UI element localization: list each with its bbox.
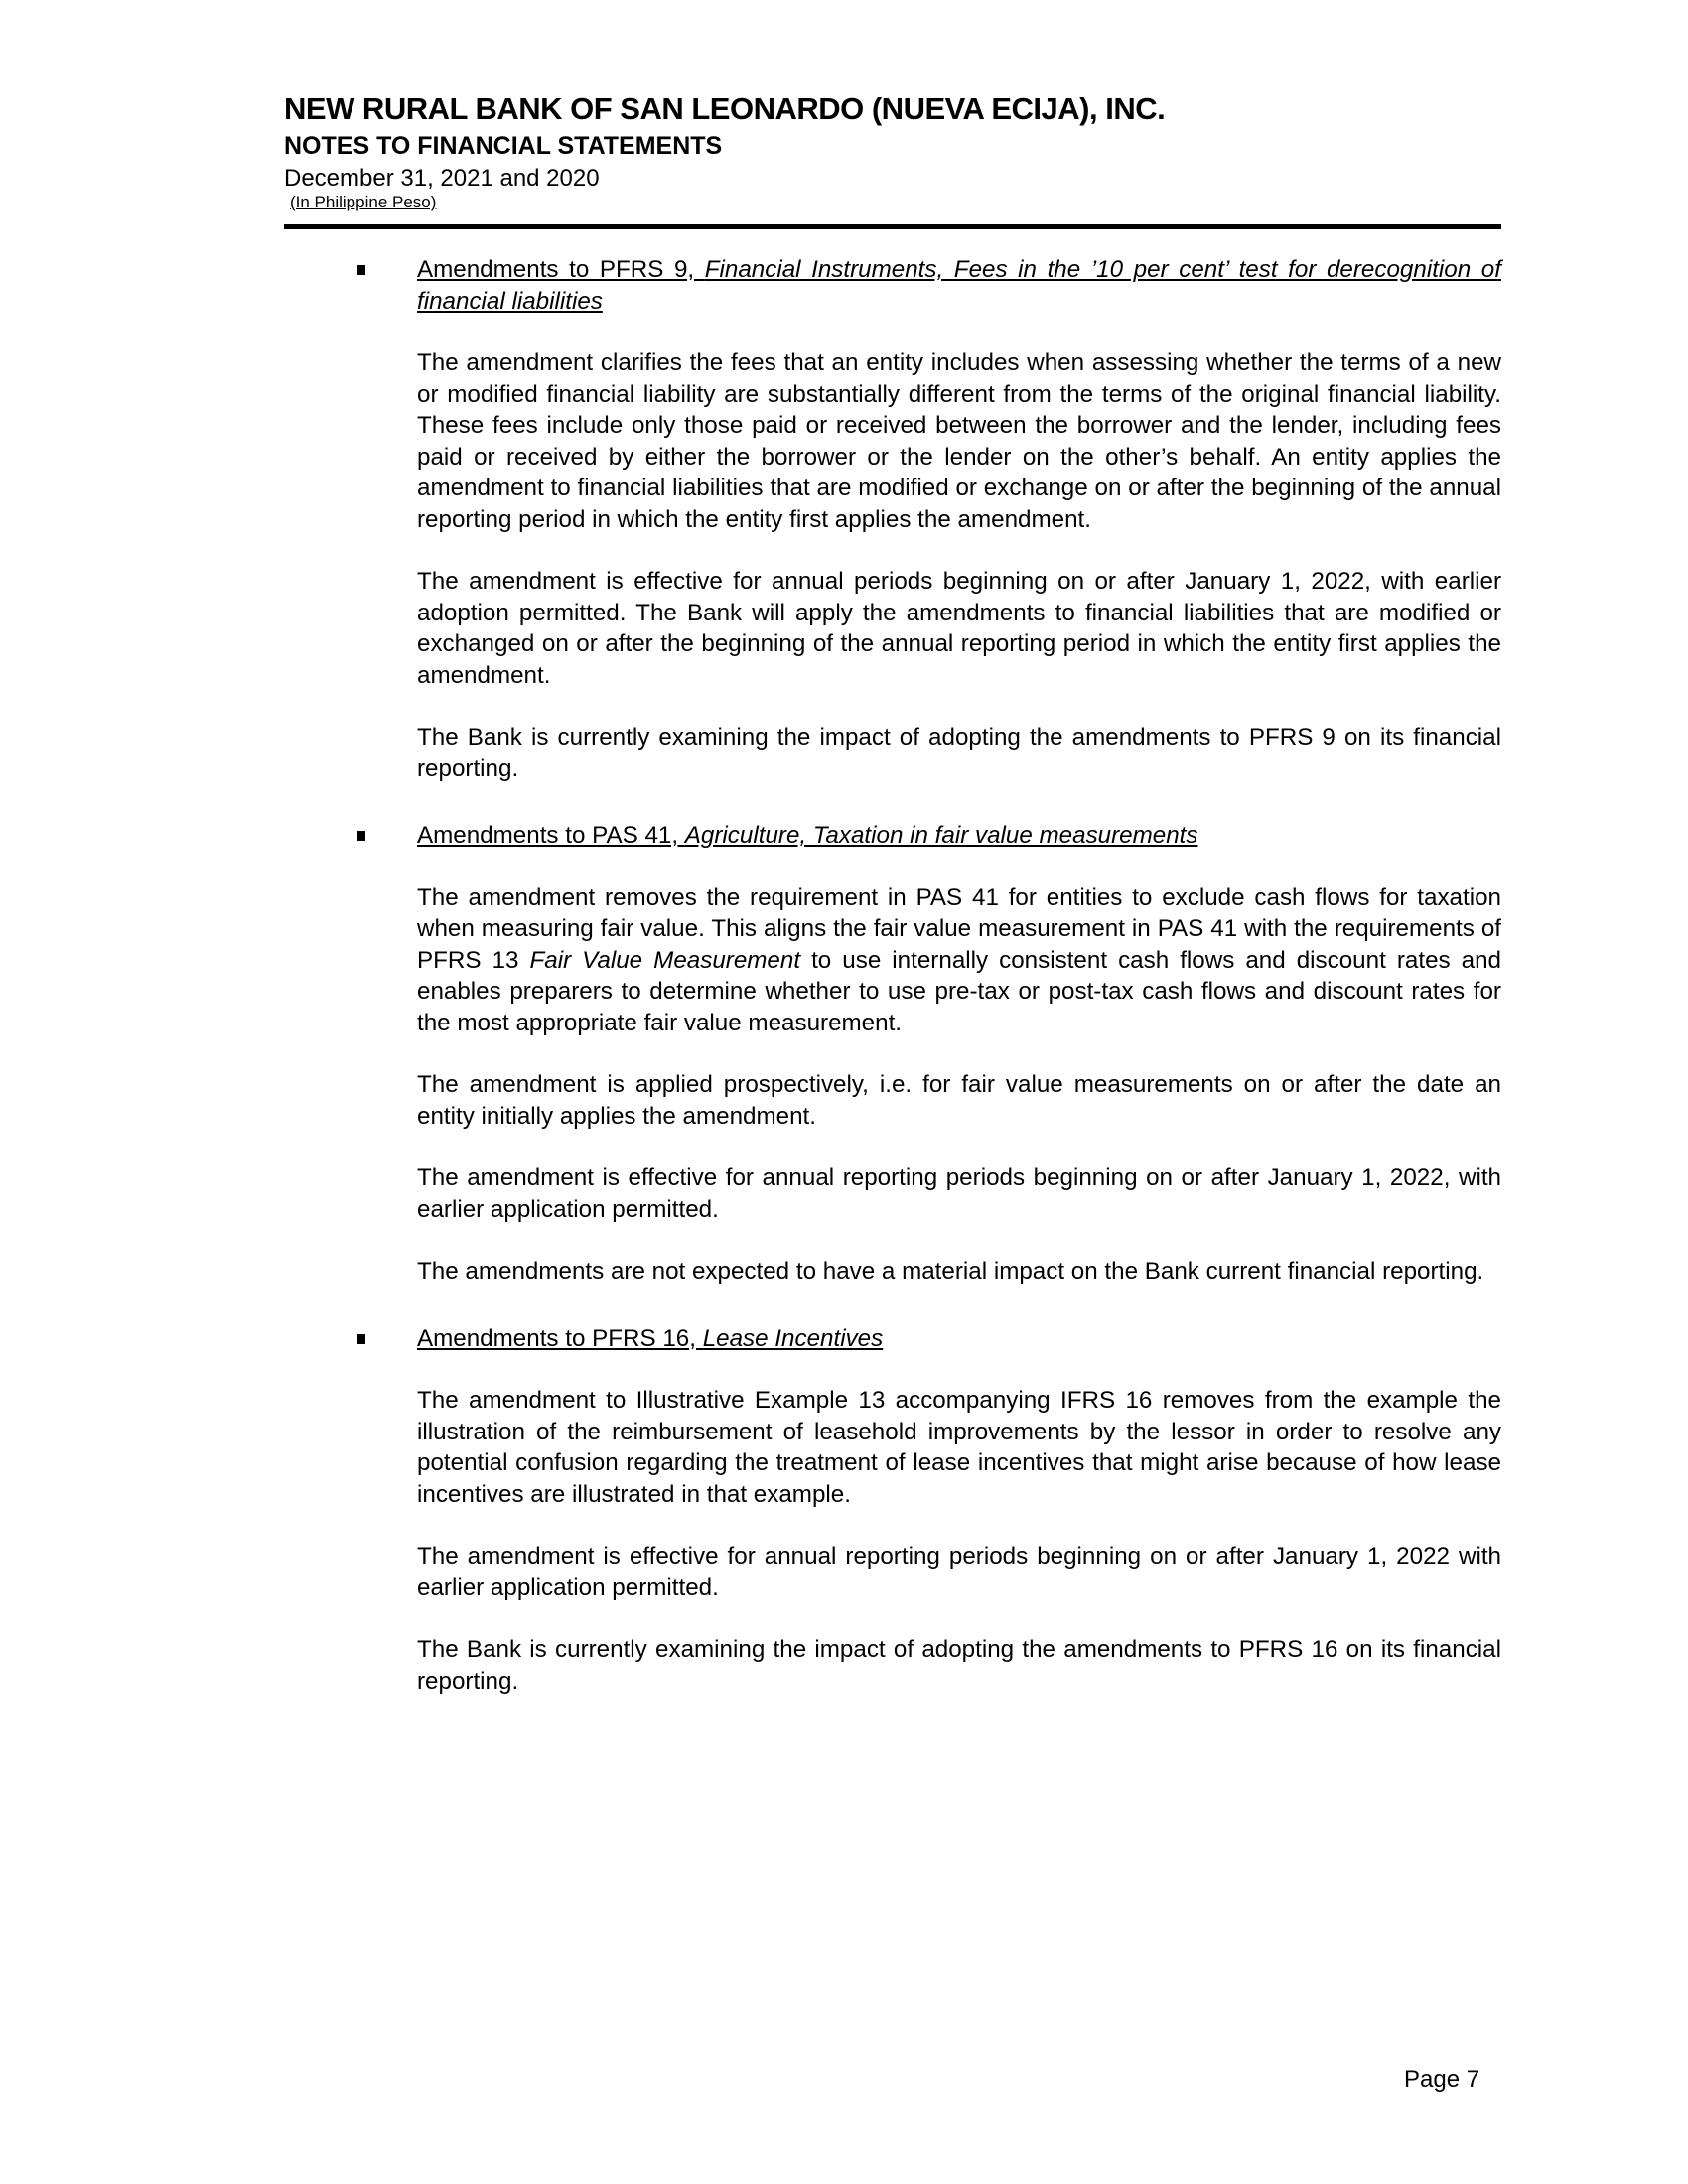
paragraph: The amendment is effective for annual periods beginning on or after January 1, 2022, with earlier adoption permitted. The Bank will apply the amendments to financial liabilities that are modified or exchanged on or after the beginning of the annual reporting period in which the entity first applies the amendment. [417,568,1501,689]
header-divider [284,224,1501,229]
section-pfrs16 [375,1323,1501,1698]
document-subtitle: NOTES TO FINANCIAL STATEMENTS [284,132,723,160]
paragraph: The Bank is currently examining the impact of adopting the amendments to PFRS 9 on its financial reporting. [417,724,1501,782]
title-text: Amendments to PFRS 16, [417,1324,703,1352]
paragraph: The amendments are not expected to have a material impact on the Bank current financial reporting. [417,1258,1484,1285]
paragraph-italic-text: Fair Value Measurement [529,946,801,974]
title-italic-text: Agriculture, Taxation in fair value measurements [684,822,1198,849]
title-italic-text: Financial Instruments, Fees in the ’10 per cent’ test for derecognition of financial liabilities [417,256,1501,315]
section-title [417,254,1501,317]
title-text: Amendments to PAS 41, [417,822,685,849]
square-bullet-icon [357,1334,365,1344]
paragraph: The Bank is currently examining the impact of adopting the amendments to PFRS 16 on its financial reporting. [417,1636,1501,1695]
paragraph: The amendment is effective for annual reporting periods beginning on or after January 1, 2022 with earlier application permitted. [417,1543,1501,1601]
currency-note: (In Philippine Peso) [290,193,437,211]
reporting-period: December 31, 2021 and 2020 [284,165,600,192]
section-title [417,820,1501,852]
title-italic-text: Lease Incentives [702,1324,884,1352]
document-header [284,91,1501,212]
page-number: Page 7 [1404,2066,1480,2093]
section-pfrs9 [375,254,1501,784]
document-body [375,254,1501,1732]
paragraph [417,883,1501,1039]
paragraph: The amendment is applied prospectively, i.e. for fair value measurements on or after the date an entity initially applies the amendment. [417,1071,1501,1130]
paragraph: The amendment is effective for annual reporting periods beginning on or after January 1, 2022, with earlier application permitted. [417,1164,1501,1223]
paragraph: The amendment to Illustrative Example 13 accompanying IFRS 16 removes from the example the illustration of the reimbursement of leasehold improvements by the lessor in order to resolve any potential confusion regarding the treatment of lease incentives that might arise because of how lease incentives are illustrated in that example. [417,1387,1501,1508]
section-pas41 [375,820,1501,1288]
company-name: NEW RURAL BANK OF SAN LEONARDO (NUEVA ECIJA), INC. [284,91,1166,126]
square-bullet-icon [357,265,365,275]
square-bullet-icon [357,831,365,841]
paragraph: The amendment clarifies the fees that an entity includes when assessing whether the terms of a new or modified financial liability are substantially different from the terms of the original financial liability. These fees include only those paid or received between the borrower and the lender, including fees paid or received by either the borrower or the lender on the other’s behalf. An entity applies the amendment to financial liabilities that are modified or exchange on or after the beginning of the annual reporting period in which the entity first applies the amendment. [417,349,1501,533]
paragraph-text: The amendment removes the requirement in PAS 41 for entities to exclude cash flows for taxation when measuring fair value. This aligns the fair value measurement in PAS 41 with the requirements of PFRS 13 [417,884,1501,974]
paragraph-text: to use internally consistent cash flows and discount rates and enables preparers to determine whether to use pre-tax or post-tax cash flows and discount rates for the most appropriate fair value measurement. [417,946,1502,1036]
section-title [417,1323,1501,1355]
title-text: Amendments to PFRS 9, [417,256,705,283]
